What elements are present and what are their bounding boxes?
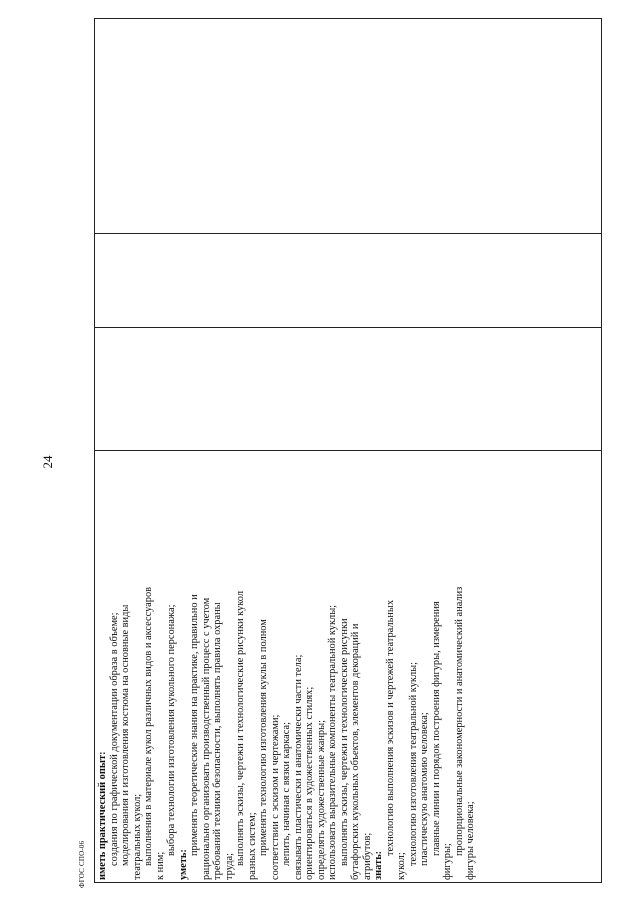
text-line: к ним; — [154, 851, 166, 880]
text-line: знать: — [373, 850, 384, 880]
competency-cell-text — [97, 20, 597, 880]
text-line: фигуры; — [442, 843, 453, 880]
text-line: выполнения в материале кукол различных видов и аксессуаров — [143, 586, 154, 866]
text-line: разных систем; — [246, 812, 258, 880]
text-line: бутафорских кукольных объектов, элементов декораций и — [350, 623, 361, 880]
footer-standard-label: ФГОС СПО-06 — [78, 840, 86, 888]
text-line: выполнять эскизы, чертежи и технологические рисунки — [338, 618, 350, 866]
text-line: выполнять эскизы, чертежи и технологические рисунки кукол — [235, 590, 246, 866]
text-line: технологию выполнения эскизов и чертежей театральных — [384, 599, 396, 856]
text-line: выбора технологии изготовления кукольного персонажа; — [166, 604, 177, 856]
text-line: труда; — [223, 852, 235, 880]
text-line: кукол; — [396, 852, 407, 880]
text-line: лепить, начиная с вязки каркаса; — [281, 722, 292, 866]
text-line: пластическую анатомию человека; — [419, 712, 430, 866]
text-line: моделирования и изготовления костюма на основные виды — [120, 604, 131, 866]
text-line: атрибутов; — [361, 832, 373, 880]
text-line: технологию изготовления театральной куклы; — [407, 661, 419, 866]
text-line: использовать выразительные компоненты театральной куклы; — [327, 604, 338, 880]
page-number: 24 — [40, 455, 55, 469]
text-line: уметь: — [177, 849, 189, 880]
text-line: пропорциональные закономерности и анатомический анализ — [453, 586, 465, 856]
text-line: создания по графической документации образа в объеме; — [108, 612, 120, 866]
text-line: фигуры человека; — [465, 801, 476, 880]
text-line: ориентироваться в художественных стилях; — [304, 686, 315, 880]
text-line: главные линии и порядок построения фигуры, измерения — [430, 601, 442, 856]
text-line: соответствии с эскизом и чертежами; — [269, 714, 281, 880]
text-line: применять теоретические знания на практике, правильно и — [189, 594, 200, 856]
text-line: театральных кукол; — [131, 793, 143, 880]
text-line: рационально организовать производственный процесс с учетом — [200, 597, 212, 880]
text-line: требований техники безопасности, выполнять правила охраны — [212, 602, 223, 880]
text-line: определять художественные жанры; — [315, 720, 327, 880]
text-line: связывать пластически и анатомически части тела; — [292, 654, 304, 880]
text-line: применять технологию изготовления куклы в полном — [258, 619, 269, 856]
text-line: иметь практический опыт: — [97, 751, 108, 880]
